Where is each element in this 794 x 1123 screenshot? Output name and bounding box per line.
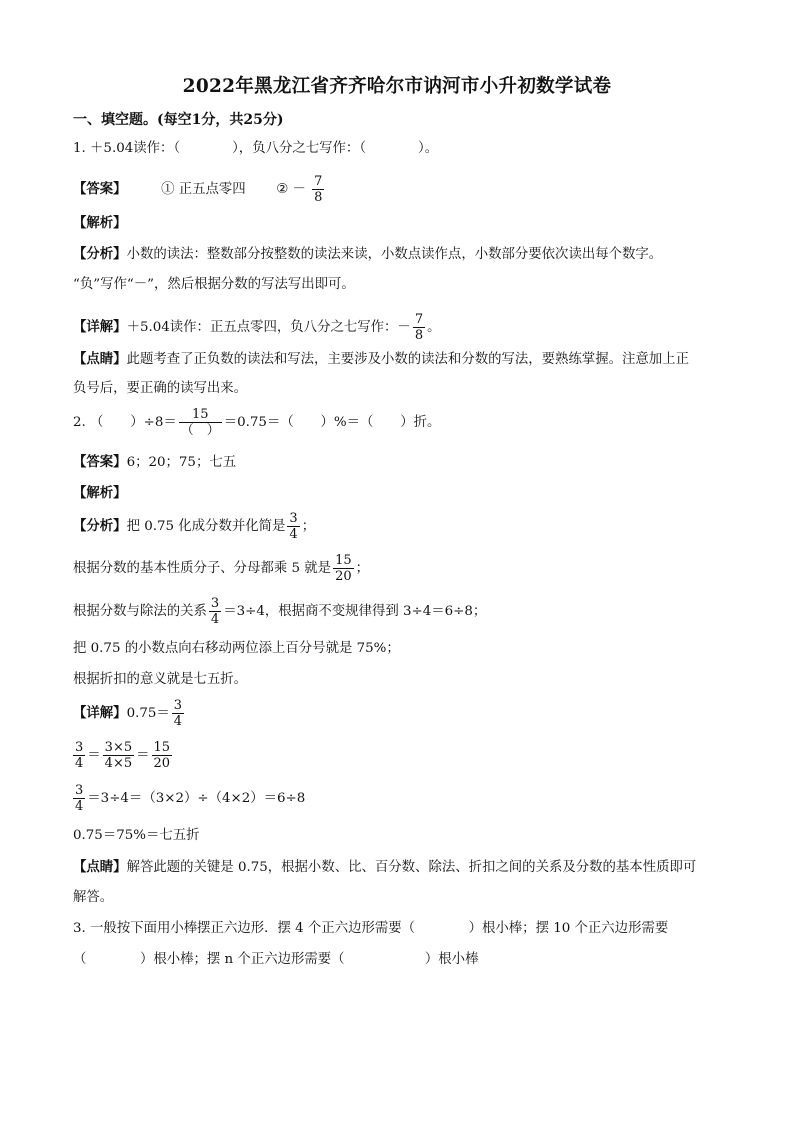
q2-fenxi-5: 根据折扣的意义就是七五折。 (73, 672, 248, 687)
q1-xiangjie (73, 313, 440, 342)
xiangjie-tag: 【详解】 (73, 705, 127, 721)
answer-index: ② (276, 182, 289, 197)
q1-stem-part: 1. ＋5.04读作：（ (73, 141, 181, 156)
fraction: $\frac{3}{4}$ (75, 783, 84, 814)
xiangjie-text: 0.75＝ (126, 706, 170, 721)
q2-fenxi-3 (73, 597, 486, 626)
fraction: $\frac{15}{20}$ (335, 553, 352, 584)
q2-answer (73, 453, 236, 472)
jiexi-tag: 【解析】 (73, 215, 127, 231)
dianjing-tag: 【点睛】 (73, 859, 127, 875)
q1-dianjing2: 负号后，要正确的读写出来。 (73, 381, 248, 396)
q3-stem-2: （ ）根小棒；摆 n 个正六边形需要（ ）根小棒 (73, 952, 479, 967)
dianjing-text: 解答此题的关键是 0.75，根据小数、比、百分数、除法、折扣之间的关系及分数的基本性质即可 (126, 860, 697, 875)
xiangjie-tag: 【详解】 (73, 319, 127, 335)
q1-stem-part: ）。 (418, 141, 439, 156)
q2-fenxi-2 (73, 554, 369, 583)
fraction: $\frac{7}{8}$ (314, 174, 323, 205)
fenxi-text: 根据分数与除法的关系 (73, 604, 207, 619)
dianjing-text: 此题考查了正负数的读法和写法，主要涉及小数的读法和分数的写法，要熟练掌握。注意加上正 (126, 352, 689, 367)
fenxi-tag: 【分析】 (73, 246, 127, 262)
fraction: $\frac{3}{4}$ (75, 740, 84, 771)
q1-fenxi (73, 245, 662, 264)
answer-tag: 【答案】 (73, 454, 127, 470)
q2-dianjing2: 解答。 (73, 890, 114, 905)
q2-xiangjie-4: 0.75＝75%＝七五折 (73, 828, 200, 843)
fraction: $\frac{7}{8}$ (414, 312, 424, 343)
fraction: $\frac{3}{4}$ (173, 698, 183, 729)
dianjing-tag: 【点睛】 (73, 351, 127, 367)
section-heading: 一、填空题。(每空1分，共25分) (73, 112, 284, 128)
answer-tag: 【答案】 (73, 181, 127, 197)
answer-sign: － (292, 182, 306, 197)
equals: ＝ (136, 748, 150, 763)
fraction: $\frac{3}{4}$ (210, 596, 220, 627)
fraction: $\frac{3\times 5}{4\times 5}$ (104, 740, 133, 771)
jiexi-tag: 【解析】 (73, 485, 127, 501)
fenxi-tag: 【分析】 (73, 518, 127, 534)
answer-index: ① (161, 182, 175, 197)
q2-fenxi-4: 把 0.75 的小数点向右移动两位添上百分号就是 75%； (73, 641, 400, 656)
equals: ＝ (87, 748, 101, 763)
q2-dianjing (73, 858, 696, 877)
q2-stem (73, 408, 440, 437)
fenxi-end: ＝3÷4，根据商不变规律得到 3÷4＝6÷8； (223, 604, 487, 619)
q2-xiangjie-1 (73, 699, 186, 728)
q1-stem-part: ），负八分之七写作：（ (232, 141, 367, 156)
q2-stem-part: ＝0.75＝（ ）%＝（ ）折。 (223, 415, 441, 430)
xiangjie-text: ＋5.04读作：正五点零四，负八分之七写作：－ (126, 320, 411, 335)
q1-dianjing (73, 350, 689, 369)
q2-xiangjie-3 (71, 784, 305, 813)
q1-answer (73, 175, 326, 204)
fenxi-end: ； (355, 561, 369, 576)
fraction: $\frac{3}{4}$ (289, 511, 298, 542)
fenxi-text: 根据分数的基本性质分子、分母都乘 5 就是 (73, 561, 332, 576)
fenxi-text: 小数的读法：整数部分按整数的读法来读，小数点读作点，小数部分要依次读出每个数字。 (126, 247, 663, 262)
answer-value: 6；20；75；七五 (126, 455, 237, 470)
answer-value: 正五点零四 (178, 182, 246, 197)
q1-fenxi2: “负”写作“－”，然后根据分数的写法写出即可。 (73, 277, 355, 292)
xiangjie-text: ＝3÷4＝（3×2）÷（4×2）＝6÷8 (87, 791, 306, 806)
fenxi-end: ； (301, 519, 316, 534)
q3-stem-1: 3. 一般按下面用小棒摆正六边形．摆 4 个正六边形需要（ ）根小棒；摆 10 个正六边形需要 (73, 921, 669, 936)
xiangjie-end: 。 (427, 320, 441, 335)
fenxi-text: 把 0.75 化成分数并化简是 (126, 519, 286, 534)
fraction: $\frac{15}{20}$ (153, 740, 171, 771)
q2-xiangjie-2 (71, 741, 174, 770)
q2-stem-part: 2. （ ）÷8＝ (73, 415, 177, 430)
fraction: $\frac{15}{( )}$ (180, 407, 220, 438)
q1-stem (73, 140, 438, 158)
q2-fenxi-1 (73, 512, 315, 541)
page-title: 2022年黑龙江省齐齐哈尔市讷河市小升初数学试卷 (182, 76, 612, 97)
